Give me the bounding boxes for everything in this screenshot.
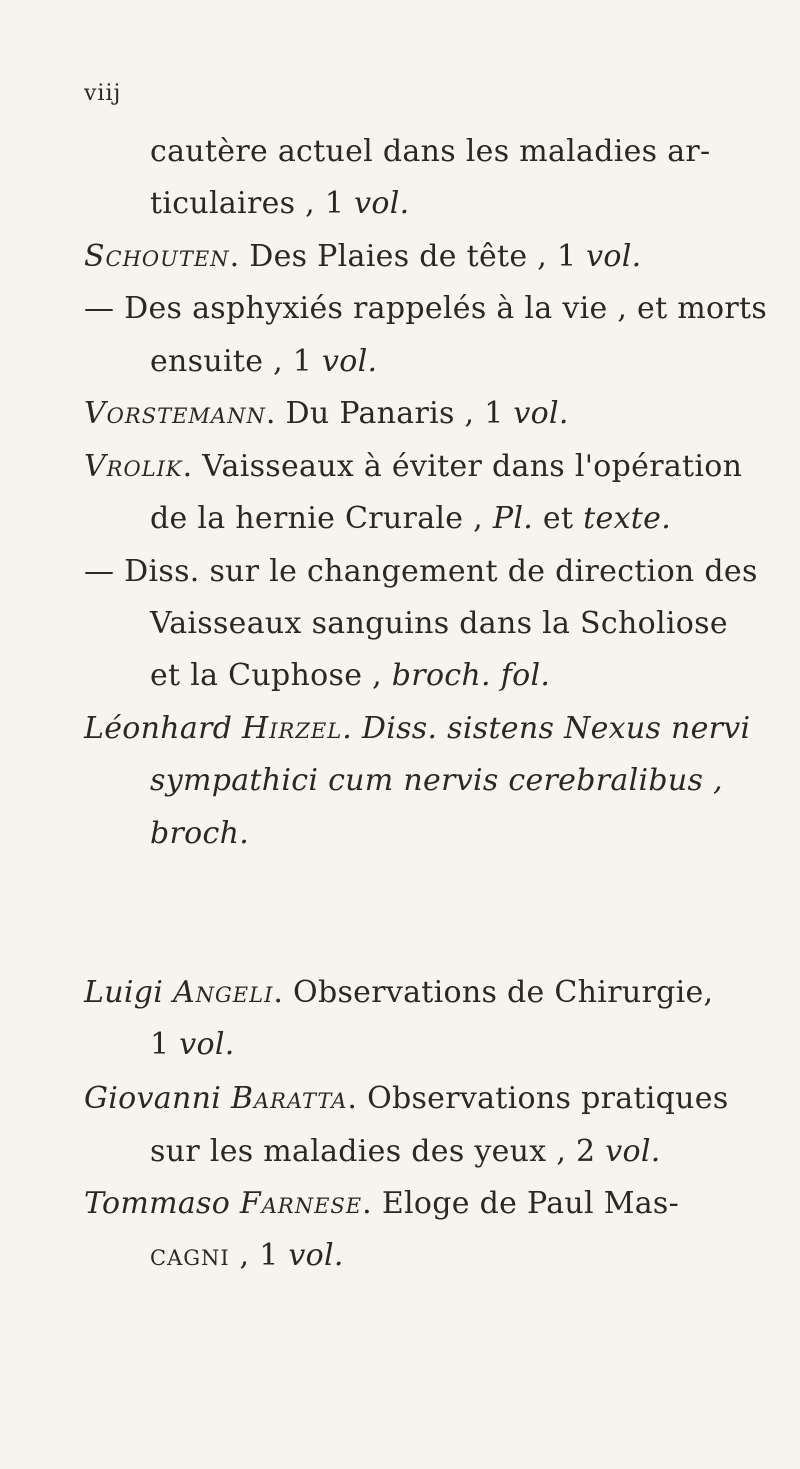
text-line-11 <box>150 656 550 696</box>
author-firstname: Giovanni <box>84 1081 231 1116</box>
entry-title: . Observations de Chirurgie, <box>273 975 714 1010</box>
entry-baratta <box>84 1079 729 1119</box>
text-word: texte. <box>583 501 672 536</box>
line-text: et la Cuphose , <box>150 658 392 693</box>
text-line-4 <box>84 289 767 329</box>
author-name: Vorstemann <box>84 396 266 431</box>
author-firstname: Tommaso <box>84 1186 240 1221</box>
author-firstname: Luigi <box>84 975 173 1010</box>
text-line-13 <box>150 761 723 801</box>
line-text: cautère actuel dans les maladies ar- <box>150 134 711 169</box>
author-name: Vrolik <box>84 449 183 484</box>
line-text: — Des asphyxiés rappelés à la vie , et morts <box>84 291 768 326</box>
text-line-1 <box>150 132 710 172</box>
entry-angeli <box>84 973 713 1013</box>
entry-title: . Des Plaies de tête , 1 <box>229 239 587 274</box>
line-text: , 1 <box>229 1238 289 1273</box>
entry-title: . Observations pratiques <box>347 1081 729 1116</box>
text-line-2 <box>150 184 409 224</box>
author-firstname: Léonhard <box>84 711 243 746</box>
entry-title: . Eloge de Paul Mas- <box>362 1186 680 1221</box>
text-line-20 <box>150 1236 344 1276</box>
volume-abbrev: vol. <box>513 396 569 431</box>
page-number: viij <box>84 81 122 106</box>
author-name: Farnese <box>239 1186 363 1221</box>
entry-title: . Du Panaris , 1 <box>265 396 514 431</box>
text-line-8 <box>150 499 671 539</box>
volume-abbrev: vol. <box>605 1134 661 1169</box>
entry-title: . Diss. sistens Nexus nervi <box>342 711 751 746</box>
line-text: ticulaires , 1 <box>150 186 355 221</box>
author-name: Baratta <box>230 1081 348 1116</box>
entry-title: . Vaisseaux à éviter dans l'opération <box>182 449 743 484</box>
text-line-14 <box>150 814 249 854</box>
line-text: 1 <box>150 1027 180 1062</box>
line-text: sympathici cum nervis cerebralibus , <box>150 763 723 798</box>
text-line-10 <box>150 604 728 644</box>
text-line-16 <box>150 1025 235 1065</box>
line-text: Vaisseaux sanguins dans la Scholiose <box>150 606 728 641</box>
line-text: sur les maladies des yeux , 2 <box>150 1134 606 1169</box>
author-name: Hirzel <box>242 711 343 746</box>
volume-abbrev: vol. <box>586 239 642 274</box>
format-abbrev: broch. <box>150 816 250 851</box>
plate-abbrev: Pl. <box>492 501 534 536</box>
text-line-18 <box>150 1132 661 1172</box>
text-line-9 <box>84 552 758 592</box>
name-continuation: cagni <box>150 1238 230 1273</box>
line-text: de la hernie Crurale , <box>150 501 493 536</box>
entry-vrolik <box>84 447 742 487</box>
text-line-5 <box>150 342 377 382</box>
line-text: — Diss. sur le changement de direction des <box>84 554 758 589</box>
author-name: Angeli <box>172 975 274 1010</box>
entry-farnese <box>84 1184 679 1224</box>
line-text: et <box>533 501 584 536</box>
entry-vorstemann <box>84 394 569 434</box>
entry-hirzel <box>84 709 750 749</box>
format-abbrev: broch. fol. <box>391 658 551 693</box>
volume-abbrev: vol. <box>179 1027 235 1062</box>
volume-abbrev: vol. <box>322 344 378 379</box>
line-text: ensuite , 1 <box>150 344 323 379</box>
volume-abbrev: vol. <box>354 186 410 221</box>
author-name: Schouten <box>84 239 230 274</box>
volume-abbrev: vol. <box>288 1238 344 1273</box>
entry-schouten <box>84 237 642 277</box>
